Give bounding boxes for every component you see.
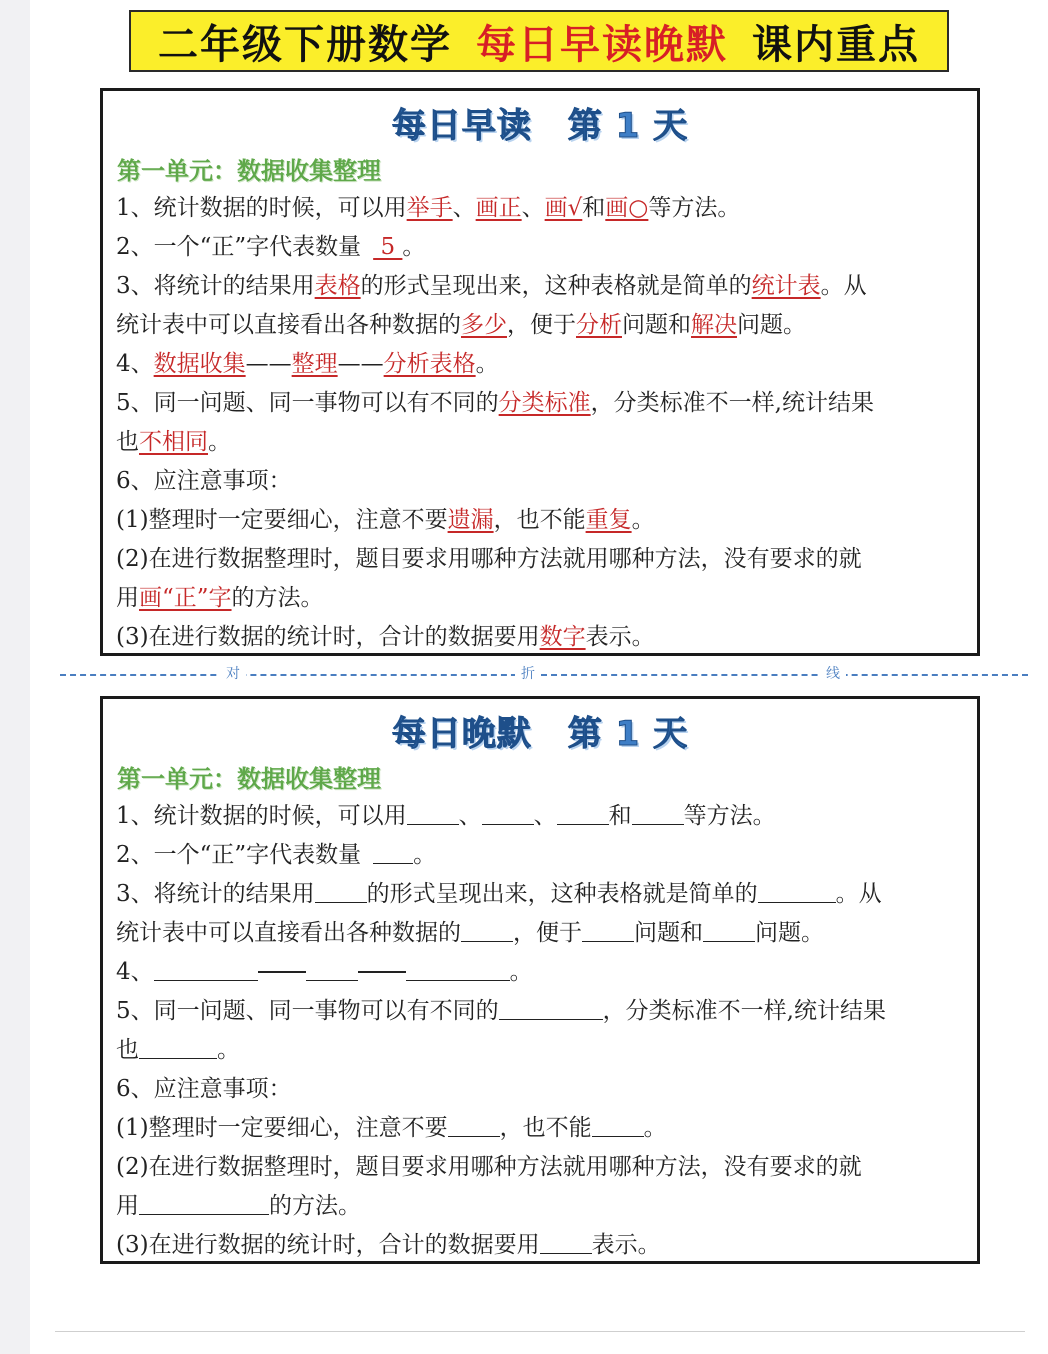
fill-blank[interactable] xyxy=(373,839,413,864)
text: 用 xyxy=(116,585,139,611)
text: ，分类标准不一样,统计结果 xyxy=(590,390,874,416)
fill-blank[interactable] xyxy=(482,800,534,825)
text: 2、一个“正”字代表数量 xyxy=(116,234,362,260)
text: 。 xyxy=(475,351,499,377)
fold-mark-left: 对 xyxy=(220,665,246,683)
morning-line-11 xyxy=(116,579,967,618)
text: —— xyxy=(245,351,292,377)
text: 、 xyxy=(452,195,476,221)
text: (3)在进行数据的统计时，合计的数据要用 xyxy=(116,624,540,650)
answer: 遗漏 xyxy=(447,507,494,533)
dash-connector xyxy=(258,959,306,973)
evening-line-10: (2)在进行数据整理时，题目要求用哪种方法就用哪种方法，没有要求的就 xyxy=(116,1154,862,1180)
morning-day-label: 第 1 天 xyxy=(567,105,689,146)
evening-unit-title: 第一单元：数据收集整理 xyxy=(117,765,381,793)
fill-blank[interactable] xyxy=(582,917,634,942)
text: —— xyxy=(337,351,384,377)
dash-connector xyxy=(358,959,406,973)
answer: 整理 xyxy=(291,351,338,377)
text: 统计表中可以直接看出各种数据的 xyxy=(116,312,461,338)
fill-blank[interactable] xyxy=(592,1112,644,1137)
text: 的方法。 xyxy=(269,1193,361,1219)
fill-blank[interactable] xyxy=(139,1190,269,1215)
fill-blank[interactable] xyxy=(540,1229,592,1254)
evening-line-1 xyxy=(116,797,967,836)
morning-lines xyxy=(103,189,977,657)
evening-day-label: 第 1 天 xyxy=(567,713,689,754)
evening-line-4 xyxy=(116,914,967,953)
text: ，也不能 xyxy=(493,507,586,533)
text: 统计表中可以直接看出各种数据的 xyxy=(116,920,461,946)
text: 5、同一问题、同一事物可以有不同的 xyxy=(116,998,499,1024)
answer: 多少 xyxy=(461,312,507,338)
answer: 解决 xyxy=(691,312,737,338)
evening-line-2 xyxy=(116,836,967,875)
text: 。 xyxy=(413,842,437,868)
morning-line-3 xyxy=(116,267,967,306)
text: 和 xyxy=(582,195,606,221)
page-bottom-divider xyxy=(55,1331,1025,1332)
text: 等方法。 xyxy=(683,803,776,829)
evening-recall-panel xyxy=(100,696,980,1264)
text: 。从 xyxy=(835,881,882,907)
text: (1)整理时一定要细心，注意不要 xyxy=(116,1115,448,1141)
fill-blank[interactable] xyxy=(139,1034,217,1059)
answer: 表格 xyxy=(314,273,361,299)
text: ，分类标准不一样,统计结果 xyxy=(602,998,886,1024)
fold-mark-mid: 折 xyxy=(515,665,541,683)
text: 问题和 xyxy=(634,920,703,946)
morning-unit-title: 第一单元：数据收集整理 xyxy=(117,157,381,185)
answer: 画“正”字 xyxy=(139,585,232,611)
left-margin-strip xyxy=(0,0,30,1354)
text: 2、一个“正”字代表数量 xyxy=(116,842,362,868)
evening-line-12 xyxy=(116,1226,967,1265)
fill-blank[interactable] xyxy=(306,956,358,981)
fill-blank[interactable] xyxy=(499,995,603,1020)
answer: 不相同 xyxy=(139,429,208,455)
morning-line-6 xyxy=(116,384,967,423)
fill-blank[interactable] xyxy=(557,800,609,825)
fill-blank[interactable] xyxy=(703,917,755,942)
evening-heading-label: 每日晚默 xyxy=(391,713,532,754)
text: 。 xyxy=(208,429,231,455)
title-grade: 二年级下册数学 xyxy=(158,21,452,68)
text: 也 xyxy=(116,429,139,455)
answer: 5 xyxy=(373,234,403,260)
text: 等方法。 xyxy=(648,195,741,221)
text: 。 xyxy=(402,234,426,260)
answer: 分类标准 xyxy=(498,390,591,416)
fill-blank[interactable] xyxy=(632,800,684,825)
text: 3、将统计的结果用 xyxy=(116,881,315,907)
answer: 分析表格 xyxy=(383,351,476,377)
morning-line-8: 6、应注意事项： xyxy=(116,468,292,494)
fold-line xyxy=(60,665,1028,685)
text: 问题和 xyxy=(622,312,691,338)
answer: 画○ xyxy=(605,195,649,221)
text: (3)在进行数据的统计时，合计的数据要用 xyxy=(116,1232,540,1258)
text: (1)整理时一定要细心，注意不要 xyxy=(116,507,448,533)
morning-line-7 xyxy=(116,423,967,462)
text: 。 xyxy=(631,507,655,533)
text: 。 xyxy=(509,959,533,985)
evening-line-6 xyxy=(116,992,967,1031)
evening-line-11 xyxy=(116,1187,967,1226)
text: 和 xyxy=(608,803,632,829)
text: 的形式呈现出来，这种表格就是简单的 xyxy=(360,273,752,299)
text: ，便于 xyxy=(507,312,576,338)
text: 1、统计数据的时候，可以用 xyxy=(116,803,407,829)
fill-blank[interactable] xyxy=(154,956,258,981)
answer: 举手 xyxy=(406,195,453,221)
text: 4、 xyxy=(116,351,154,377)
answer: 分析 xyxy=(576,312,622,338)
text: ，便于 xyxy=(513,920,582,946)
evening-heading xyxy=(103,699,977,761)
morning-line-2 xyxy=(116,228,967,267)
text: 、 xyxy=(521,195,545,221)
morning-line-5 xyxy=(116,345,967,384)
text: 的方法。 xyxy=(231,585,324,611)
morning-heading-label: 每日早读 xyxy=(391,105,532,146)
title-focus: 课内重点 xyxy=(752,21,920,68)
text: 、 xyxy=(533,803,557,829)
evening-line-3 xyxy=(116,875,967,914)
fold-mark-right: 线 xyxy=(820,665,846,683)
text: 。 xyxy=(643,1115,667,1141)
evening-line-8: 6、应注意事项： xyxy=(116,1076,292,1102)
text: 3、将统计的结果用 xyxy=(116,273,315,299)
text: ，也不能 xyxy=(499,1115,592,1141)
text: 。 xyxy=(217,1037,240,1063)
text: 也 xyxy=(116,1037,139,1063)
text: 、 xyxy=(458,803,482,829)
text: 表示。 xyxy=(591,1232,661,1258)
morning-line-1 xyxy=(116,189,967,228)
answer: 统计表 xyxy=(751,273,821,299)
evening-lines xyxy=(103,797,977,1265)
morning-line-10: (2)在进行数据整理时，题目要求用哪种方法就用哪种方法，没有要求的就 xyxy=(116,546,862,572)
fill-blank[interactable] xyxy=(758,878,836,903)
morning-heading xyxy=(103,91,977,153)
evening-line-9 xyxy=(116,1109,967,1148)
evening-line-7 xyxy=(116,1031,967,1070)
fill-blank[interactable] xyxy=(448,1112,500,1137)
fill-blank[interactable] xyxy=(406,956,510,981)
fill-blank[interactable] xyxy=(407,800,459,825)
answer: 画正 xyxy=(475,195,522,221)
answer: 数字 xyxy=(539,624,586,650)
evening-line-5 xyxy=(116,953,967,992)
text: 问题。 xyxy=(755,920,824,946)
text: 问题。 xyxy=(737,312,806,338)
text: 表示。 xyxy=(585,624,655,650)
answer: 数据收集 xyxy=(153,351,246,377)
title-daily: 每日早读晚默 xyxy=(476,21,728,68)
text: 1、统计数据的时候，可以用 xyxy=(116,195,407,221)
text: 用 xyxy=(116,1193,139,1219)
fold-dashed-rule xyxy=(60,674,1028,676)
morning-line-9 xyxy=(116,501,967,540)
fill-blank[interactable] xyxy=(461,917,513,942)
answer: 重复 xyxy=(585,507,632,533)
text: 5、同一问题、同一事物可以有不同的 xyxy=(116,390,499,416)
morning-reading-panel xyxy=(100,88,980,656)
text: 4、 xyxy=(116,959,154,985)
page-title-banner xyxy=(129,10,949,72)
text: 的形式呈现出来，这种表格就是简单的 xyxy=(366,881,758,907)
morning-line-4 xyxy=(116,306,967,345)
morning-line-12 xyxy=(116,618,967,657)
text: 。从 xyxy=(820,273,867,299)
answer: 画√ xyxy=(544,195,583,221)
fill-blank[interactable] xyxy=(315,878,367,903)
